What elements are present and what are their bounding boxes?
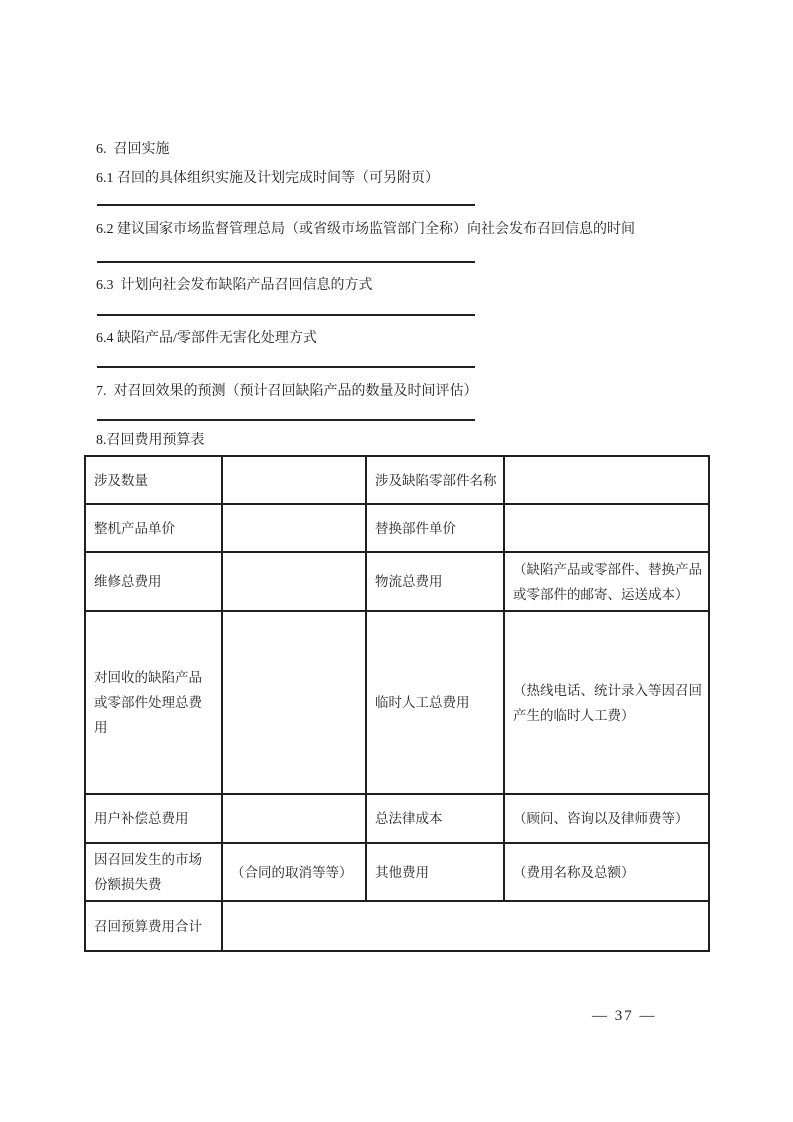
label-replacement-part-price: 替换部件单价 — [366, 504, 504, 552]
table-row-repair-logistics — [85, 552, 709, 611]
table-row-disposal-labor — [85, 611, 709, 794]
note-temp-labor-cost: （热线电话、统计录入等因召回 产生的临时人工费） — [504, 611, 709, 794]
label-temp-labor-cost: 临时人工总费用 — [366, 611, 504, 794]
blank-line-6-3 — [97, 314, 475, 316]
label-whole-unit-price: 整机产品单价 — [85, 504, 222, 552]
table-row-compensation-legal — [85, 794, 709, 843]
note-other-costs: （费用名称及总额） — [504, 843, 709, 901]
label-user-compensation: 用户补偿总费用 — [85, 794, 222, 843]
page-number: — 37 — — [592, 1008, 657, 1024]
blank-line-6-2 — [97, 261, 475, 263]
table-row-total — [85, 901, 709, 951]
blank-line-7 — [97, 419, 475, 421]
fill-in-cell — [222, 611, 366, 794]
label-budget-total: 召回预算费用合计 — [85, 901, 222, 951]
label-total-logistics-cost: 物流总费用 — [366, 552, 504, 611]
recall-budget-table — [84, 455, 710, 952]
label-market-share-loss: 因召回发生的市场 份额损失费 — [85, 843, 222, 901]
section-6-3-label: 6.3 计划向社会发布缺陷产品召回信息的方式 — [96, 278, 373, 293]
note-logistics-cost: （缺陷产品或零部件、替换产品 或零部件的邮寄、运送成本） — [504, 552, 709, 611]
label-defective-part-name: 涉及缺陷零部件名称 — [366, 456, 504, 504]
fill-in-cell-total — [222, 901, 709, 951]
blank-line-6-1 — [97, 204, 475, 206]
section-6-heading: 6. 召回实施 — [96, 142, 170, 157]
note-contract-cancellation: （合同的取消等等） — [222, 843, 366, 901]
label-total-repair-cost: 维修总费用 — [85, 552, 222, 611]
budget-table-title: 8.召回费用预算表 — [96, 433, 205, 448]
fill-in-cell — [222, 456, 366, 504]
label-total-legal-cost: 总法律成本 — [366, 794, 504, 843]
section-6-4-label: 6.4 缺陷产品/零部件无害化处理方式 — [96, 331, 317, 346]
label-disposal-total-cost: 对回收的缺陷产品 或零部件处理总费 用 — [85, 611, 222, 794]
table-row-unit-price — [85, 504, 709, 552]
note-legal-cost: （顾问、咨询以及律师费等） — [504, 794, 709, 843]
fill-in-cell — [222, 504, 366, 552]
section-6-1-label: 6.1 召回的具体组织实施及计划完成时间等（可另附页） — [96, 171, 439, 186]
label-other-costs: 其他费用 — [366, 843, 504, 901]
table-row-market-loss-other — [85, 843, 709, 901]
blank-line-6-4 — [97, 366, 475, 368]
label-quantity-involved: 涉及数量 — [85, 456, 222, 504]
section-7-label: 7. 对召回效果的预测（预计召回缺陷产品的数量及时间评估） — [96, 384, 478, 399]
fill-in-cell — [504, 456, 709, 504]
table-row-quantity — [85, 456, 709, 504]
fill-in-cell — [222, 552, 366, 611]
fill-in-cell — [504, 504, 709, 552]
fill-in-cell — [222, 794, 366, 843]
section-6-2-label: 6.2 建议国家市场监督管理总局（或省级市场监管部门全称）向社会发布召回信息的时间 — [96, 222, 635, 237]
